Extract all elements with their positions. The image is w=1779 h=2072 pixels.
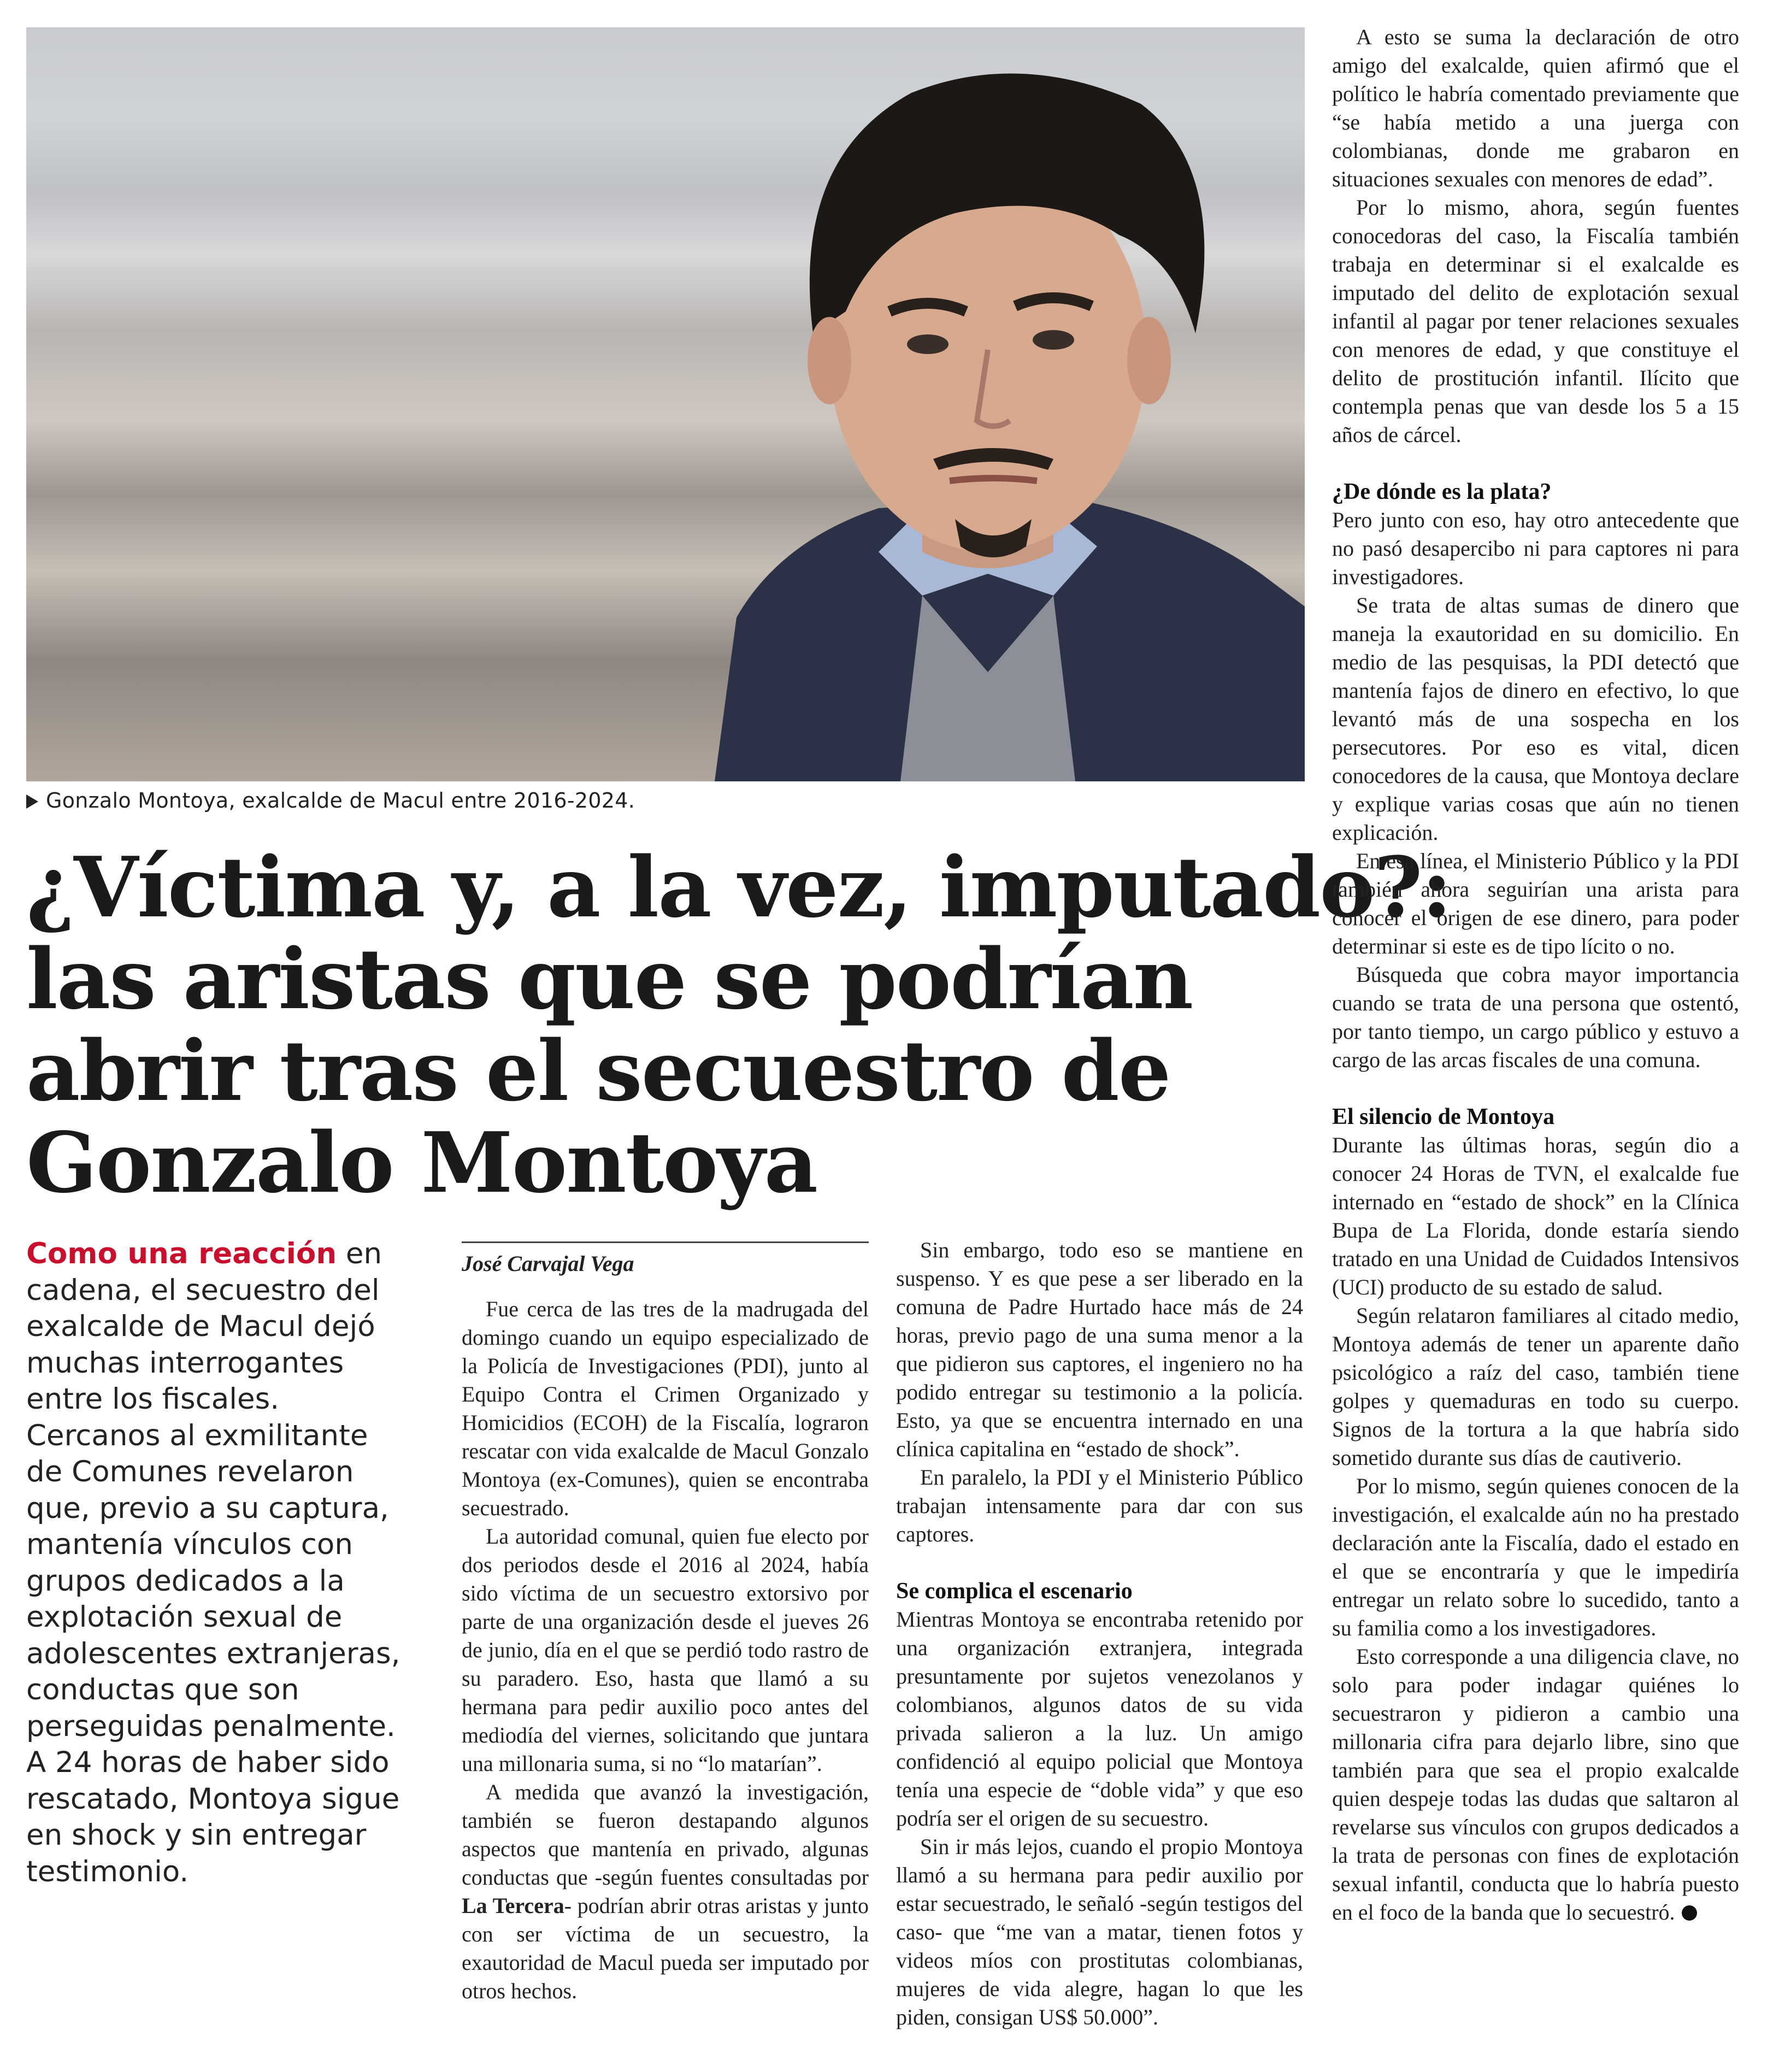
paragraph: La autoridad comunal, quien fue electo por dos periodos desde el 2016 al 2024, había sido víctima de un secuestro extorsivo por parte de una organización desde el jueves 26 de junio, día en el que se perdió todo rastro de su paradero. Eso, hasta que llamó a su hermana para pedir auxilio poco antes del mediodía del viernes, solicitando que juntara una millonaria suma, si no “lo matarían”. xyxy=(462,1524,869,1776)
article-column-3 xyxy=(1332,23,1739,1927)
headline-line-3: abrir tras el secuestro de xyxy=(26,1022,1170,1120)
article-column-2 xyxy=(896,1236,1303,2032)
end-dot-icon xyxy=(1682,1905,1697,1921)
paragraph: Sin ir más lejos, cuando el propio Montoya llamó a su hermana para pedir auxilio por estar secuestrado, le señaló -según testigos del caso- que “me van a matar, tienen fotos y videos míos con prostitutas colombianas, mujeres de vida alegre, hagan lo que les piden, consigan US$ 50.000”. xyxy=(896,1834,1303,2029)
paragraph xyxy=(462,1778,869,2005)
lead-paragraph xyxy=(26,1236,409,1890)
subheading: El silencio de Montoya xyxy=(1332,1104,1555,1129)
paragraph: Mientras Montoya se encontraba retenido por una organización extranjera, integrada presuntamente por sujetos venezolanos y colombianos, algunos datos de su vida privada salieron a la luz. Un amigo confidenció al equipo policial que Montoya tenía una especie de “doble vida” y que eso podría ser el origen de su secuestro. xyxy=(896,1607,1303,1830)
paragraph: Sin embargo, todo eso se mantiene en suspenso. Y es que pese a ser liberado en la comuna de Padre Hurtado hace más de 24 horas, previo pago de una suma menor a la que pidieron sus captores, el ingeniero no ha podido entregar su testimonio a la policía. Esto, ya que se encuentra internado en una clínica capitalina en “estado de shock”. xyxy=(896,1238,1303,1461)
triangle-right-icon xyxy=(26,794,38,809)
paragraph: Según relataron familiares al citado medio, Montoya además de tener un aparente daño psicológico a raíz del caso, también tiene golpes y quemaduras en todo su cuerpo. Signos de la tortura a la que habría sido sometido durante sus días de cautiverio. xyxy=(1332,1303,1739,1470)
paragraph-text: - podrían abrir otras aristas y junto con ser víctima de un secuestro, la exautoridad de Macul pueda ser imputado por otros hechos. xyxy=(462,1893,869,2003)
headline-line-1: ¿Víctima y, a la vez, imputado?: xyxy=(26,838,1451,936)
paragraph: Fue cerca de las tres de la madrugada del domingo cuando un equipo especializado de la Policía de Investigaciones (PDI), junto al Equipo Contra el Crimen Organizado y Homicidios (ECOH) de la Fiscalía, lograron rescatar con vida exalcalde de Macul Gonzalo Montoya (ex-Comunes), quien se encontraba secuestrado. xyxy=(462,1297,869,1520)
paragraph: En esa línea, el Ministerio Público y la PDI también ahora seguirían una arista para conocer el origen de ese dinero, para poder determinar si este es de tipo lícito o no. xyxy=(1332,849,1739,958)
portrait-illustration xyxy=(26,27,1305,781)
publication-name: La Tercera xyxy=(462,1893,564,1918)
paragraph: Durante las últimas horas, según dio a conocer 24 Horas de TVN, el exalcalde fue internado en “estado de shock” en la Clínica Bupa de La Florida, donde estaría siendo tratado en una Unidad de Cuidados Intensivos (UCI) producto de su estado de salud. xyxy=(1332,1133,1739,1299)
caption-text: Gonzalo Montoya, exalcalde de Macul entre 2016-2024. xyxy=(46,788,635,813)
paragraph: A esto se suma la declaración de otro amigo del exalcalde, quien afirmó que el político le habría comentado previamente que “se había metido a una juerga con colombianas, donde me grabaron en situaciones sexuales con menores de edad”. xyxy=(1332,25,1739,191)
article-photo xyxy=(26,27,1305,781)
byline: José Carvajal Vega xyxy=(462,1241,869,1276)
subheading: ¿De dónde es la plata? xyxy=(1332,479,1552,504)
lead-highlight: Como una reacción xyxy=(26,1237,337,1270)
paragraph-text: A medida que avanzó la investigación, también se fueron destapando algunos aspectos que mantenía en privado, algunas conductas que -según fuentes consultadas por xyxy=(462,1780,869,1889)
paragraph: Pero junto con eso, hay otro antecedente que no pasó desapercibo ni para captores ni para investigadores. xyxy=(1332,508,1739,589)
subheading: Se complica el escenario xyxy=(896,1579,1133,1604)
paragraph: Por lo mismo, según quienes conocen de la investigación, el exalcalde aún no ha prestado declaración ante la Fiscalía, dado el estado en el que se encontraría y que le impediría entregar un relato sobre lo sucedido, tanto a su familia como a los investigadores. xyxy=(1332,1474,1739,1640)
headline-line-4: Gonzalo Montoya xyxy=(26,1114,817,1211)
paragraph: Búsqueda que cobra mayor importancia cuando se trata de una persona que ostentó, por tanto tiempo, un cargo público y estuvo a cargo de las arcas fiscales de una comuna. xyxy=(1332,962,1739,1072)
paragraph xyxy=(1332,1643,1739,1927)
photo-caption xyxy=(26,788,635,813)
paragraph-text: Esto corresponde a una diligencia clave, no solo para poder indagar quiénes lo secuestraron y pidieron a cambio una millonaria cifra para dejarlo libre, sino que también para que sea el propio exalcalde quien despeje todas las dudas que saltaron al revelarse sus vínculos con grupos dedicados a la trata de personas con fines de explotación sexual infantil, conducta que lo habría puesto en el foco de la banda que lo secuestró. xyxy=(1332,1644,1739,1924)
paragraph: Por lo mismo, ahora, según fuentes conocedoras del caso, la Fiscalía también trabaja en determinar si el exalcalde es imputado del delito de explotación sexual infantil al pagar por tener relaciones sexuales con menores de edad, y que constituye el delito de prostitución infantil. Ilícito que contempla penas que van desde los 5 a 15 años de cárcel. xyxy=(1332,195,1739,447)
paragraph: Se trata de altas sumas de dinero que maneja la exautoridad en su domicilio. En medio de las pesquisas, la PDI detectó que mantenía fajos de dinero en efectivo, lo que levantó más de una sospecha en los persecutores. Por eso es vital, dicen conocedores de la causa, que Montoya declare y explique varias cosas que aún no tienen explicación. xyxy=(1332,593,1739,845)
headline-line-2: las aristas que se podrían xyxy=(26,930,1193,1028)
article-column-1 xyxy=(462,1295,869,2005)
paragraph: En paralelo, la PDI y el Ministerio Público trabajan intensamente para dar con sus captores. xyxy=(896,1465,1303,1546)
lead-text: en cadena, el secuestro del exalcalde de Macul dejó muchas interrogantes entre los fiscales. Cercanos al exmilitante de Comunes revelaron que, previo a su captura, mantenía vínculos con grupos dedicados a la explotación sexual de adolescentes extranjeras, conductas que son perseguidas penalmente. A 24 horas de haber sido rescatado, Montoya sigue en shock y sin entregar testimonio. xyxy=(26,1237,400,1888)
